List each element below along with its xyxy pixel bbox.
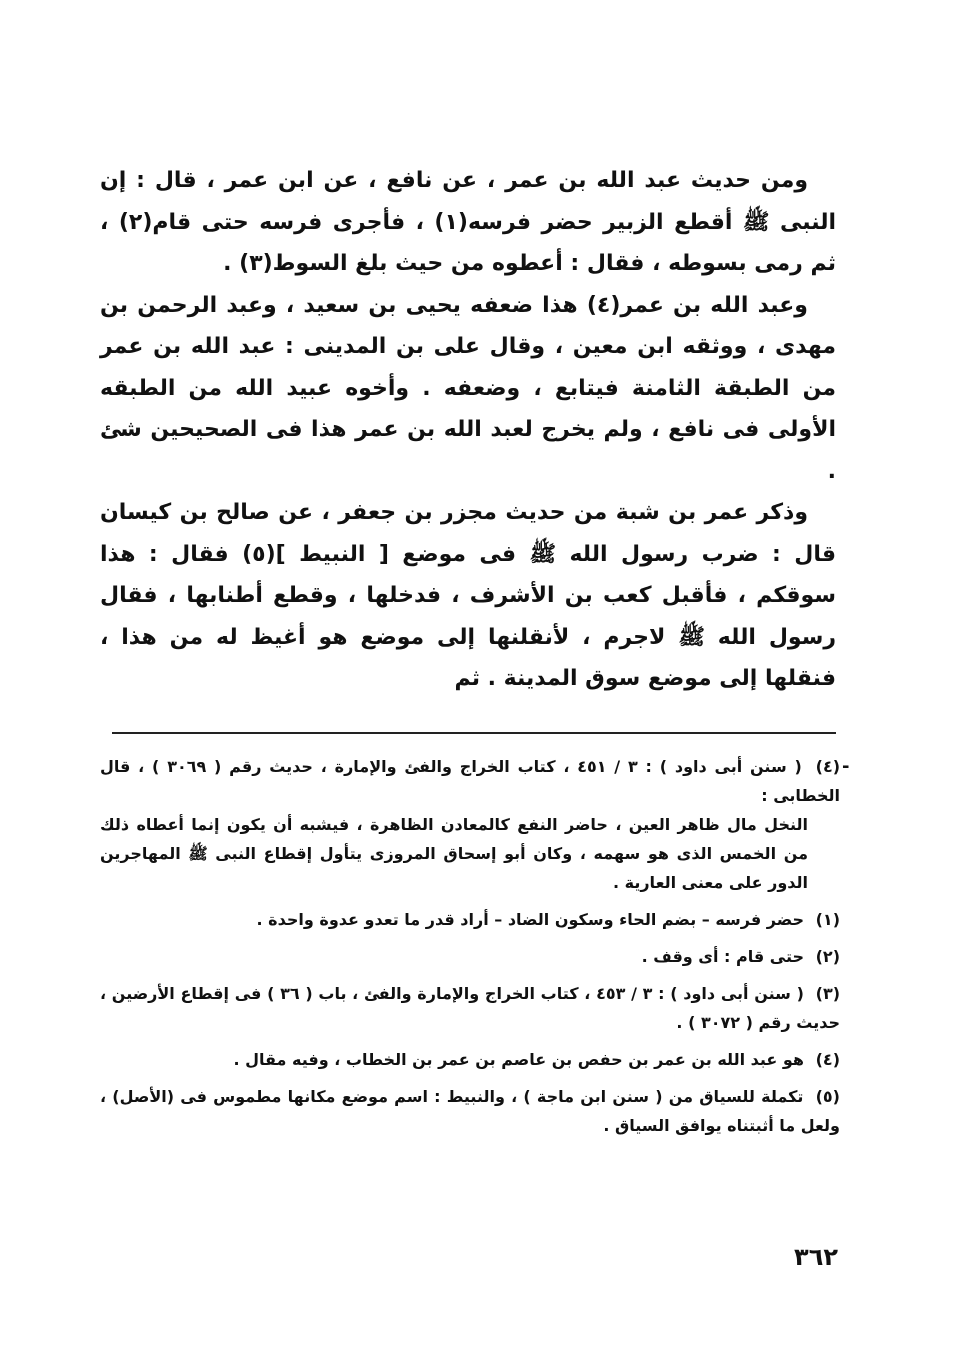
footnote-dash: -	[842, 756, 850, 777]
footnote-number: (٤)	[815, 1050, 840, 1069]
footnote-text: تكملة للسياق من ( سنن ابن ماجة ) ، والنبيط : اسم موضع مكانها مطموس فى (الأصل) ، ولعل ما أثبتناه يوافق السياق .	[100, 1087, 840, 1135]
paragraph: ومن حديث عبد الله بن عمر ، عن نافع ، عن ابن عمر ، قال : إن النبى ﷺ أقطع الزبير حضر فرسه(١) ، فأجرى فرسه حتى قام(٢) ، ثم رمى بسوطه ، فقال : أعطوه من حيث بلغ السوط(٣) .	[100, 168, 837, 276]
footnote-number: (٤)	[815, 757, 841, 776]
page-number: ٣٦٢	[794, 1243, 838, 1271]
footnote-number: (٢)	[815, 947, 840, 966]
footnote	[100, 1082, 840, 1140]
paragraph: وعبد الله بن عمر(٤) هذا ضعفه يحيى بن سعيد ، وعبد الرحمن بن مهدى ، ووثقه ابن معين ، وقال على بن المدينى : عبد الله بن عمر من الطبقة الثامنة فيتابع ، وضعفه . وأخوه عبيد الله من الطبقه الأولى فى نافع ، ولم يخرج لعبد الله بن عمر هذا فى الصحيحين شئ .	[100, 292, 836, 484]
footnotes-section	[100, 752, 840, 1148]
footnote-text: ( سنن أبى داود ) : ٣ / ٤٥١ ، كتاب الخراج والفئ والإمارة ، حديث رقم ( ٣٠٦٩ ) ، قال الخطابى :	[100, 757, 840, 805]
footnote-text: هو عبد الله بن عمر بن حفص بن عاصم بن عمر بن الخطاب ، وفيه مقال .	[233, 1050, 805, 1069]
paragraph: وذكر عمر بن شبة من حديث مجزر بن جعفر ، عن صالح بن كيسان قال : ضرب رسول الله ﷺ فى موضع [ النبيط ](٥) فقال : هذا سوقكم ، فأقبل كعب بن الأشرف ، فدخلها ، وقطع أطنابها ، فقال رسول الله ﷺ لاجرم ، لأنقلنها إلى موضع هو أغيظ له من هذا ، فنقلها إلى موضع سوق المدينة . ثم	[100, 500, 836, 691]
main-text-body	[100, 160, 836, 700]
footnote	[100, 979, 840, 1037]
footnote-number: (٣)	[815, 984, 841, 1003]
footnote	[100, 942, 840, 971]
footnote-text: حتى قام : أى وقف .	[641, 947, 805, 966]
footnote-number: (٥)	[815, 1087, 840, 1106]
footnote-continuation: النخل مال ظاهر العين ، حاضر النفع كالمعادن الظاهرة ، فيشبه أن يكون إنما أعطاه ذلك من الخمس الذى هو سهمه ، وكان أبو إسحاق المروزى يتأول إقطاع النبى ﷺ المهاجرين الدور على معنى العارية .	[100, 815, 808, 892]
footnote	[100, 905, 840, 934]
footnote-divider	[112, 732, 836, 734]
footnote-number: (١)	[815, 910, 840, 929]
footnote	[100, 1045, 840, 1074]
footnote	[100, 752, 840, 897]
footnote-text: حضر فرسه – بضم الحاء وسكون الضاد – أراد قدر ما تعدو عدوة واحدة .	[256, 910, 805, 929]
footnote-text: ( سنن أبى داود ) : ٣ / ٤٥٣ ، كتاب الخراج والإمارة والفئ ، باب ( ٣٦ ) فى إقطاع الأرضين ، حديث رقم ( ٣٠٧٢ ) .	[100, 984, 840, 1032]
